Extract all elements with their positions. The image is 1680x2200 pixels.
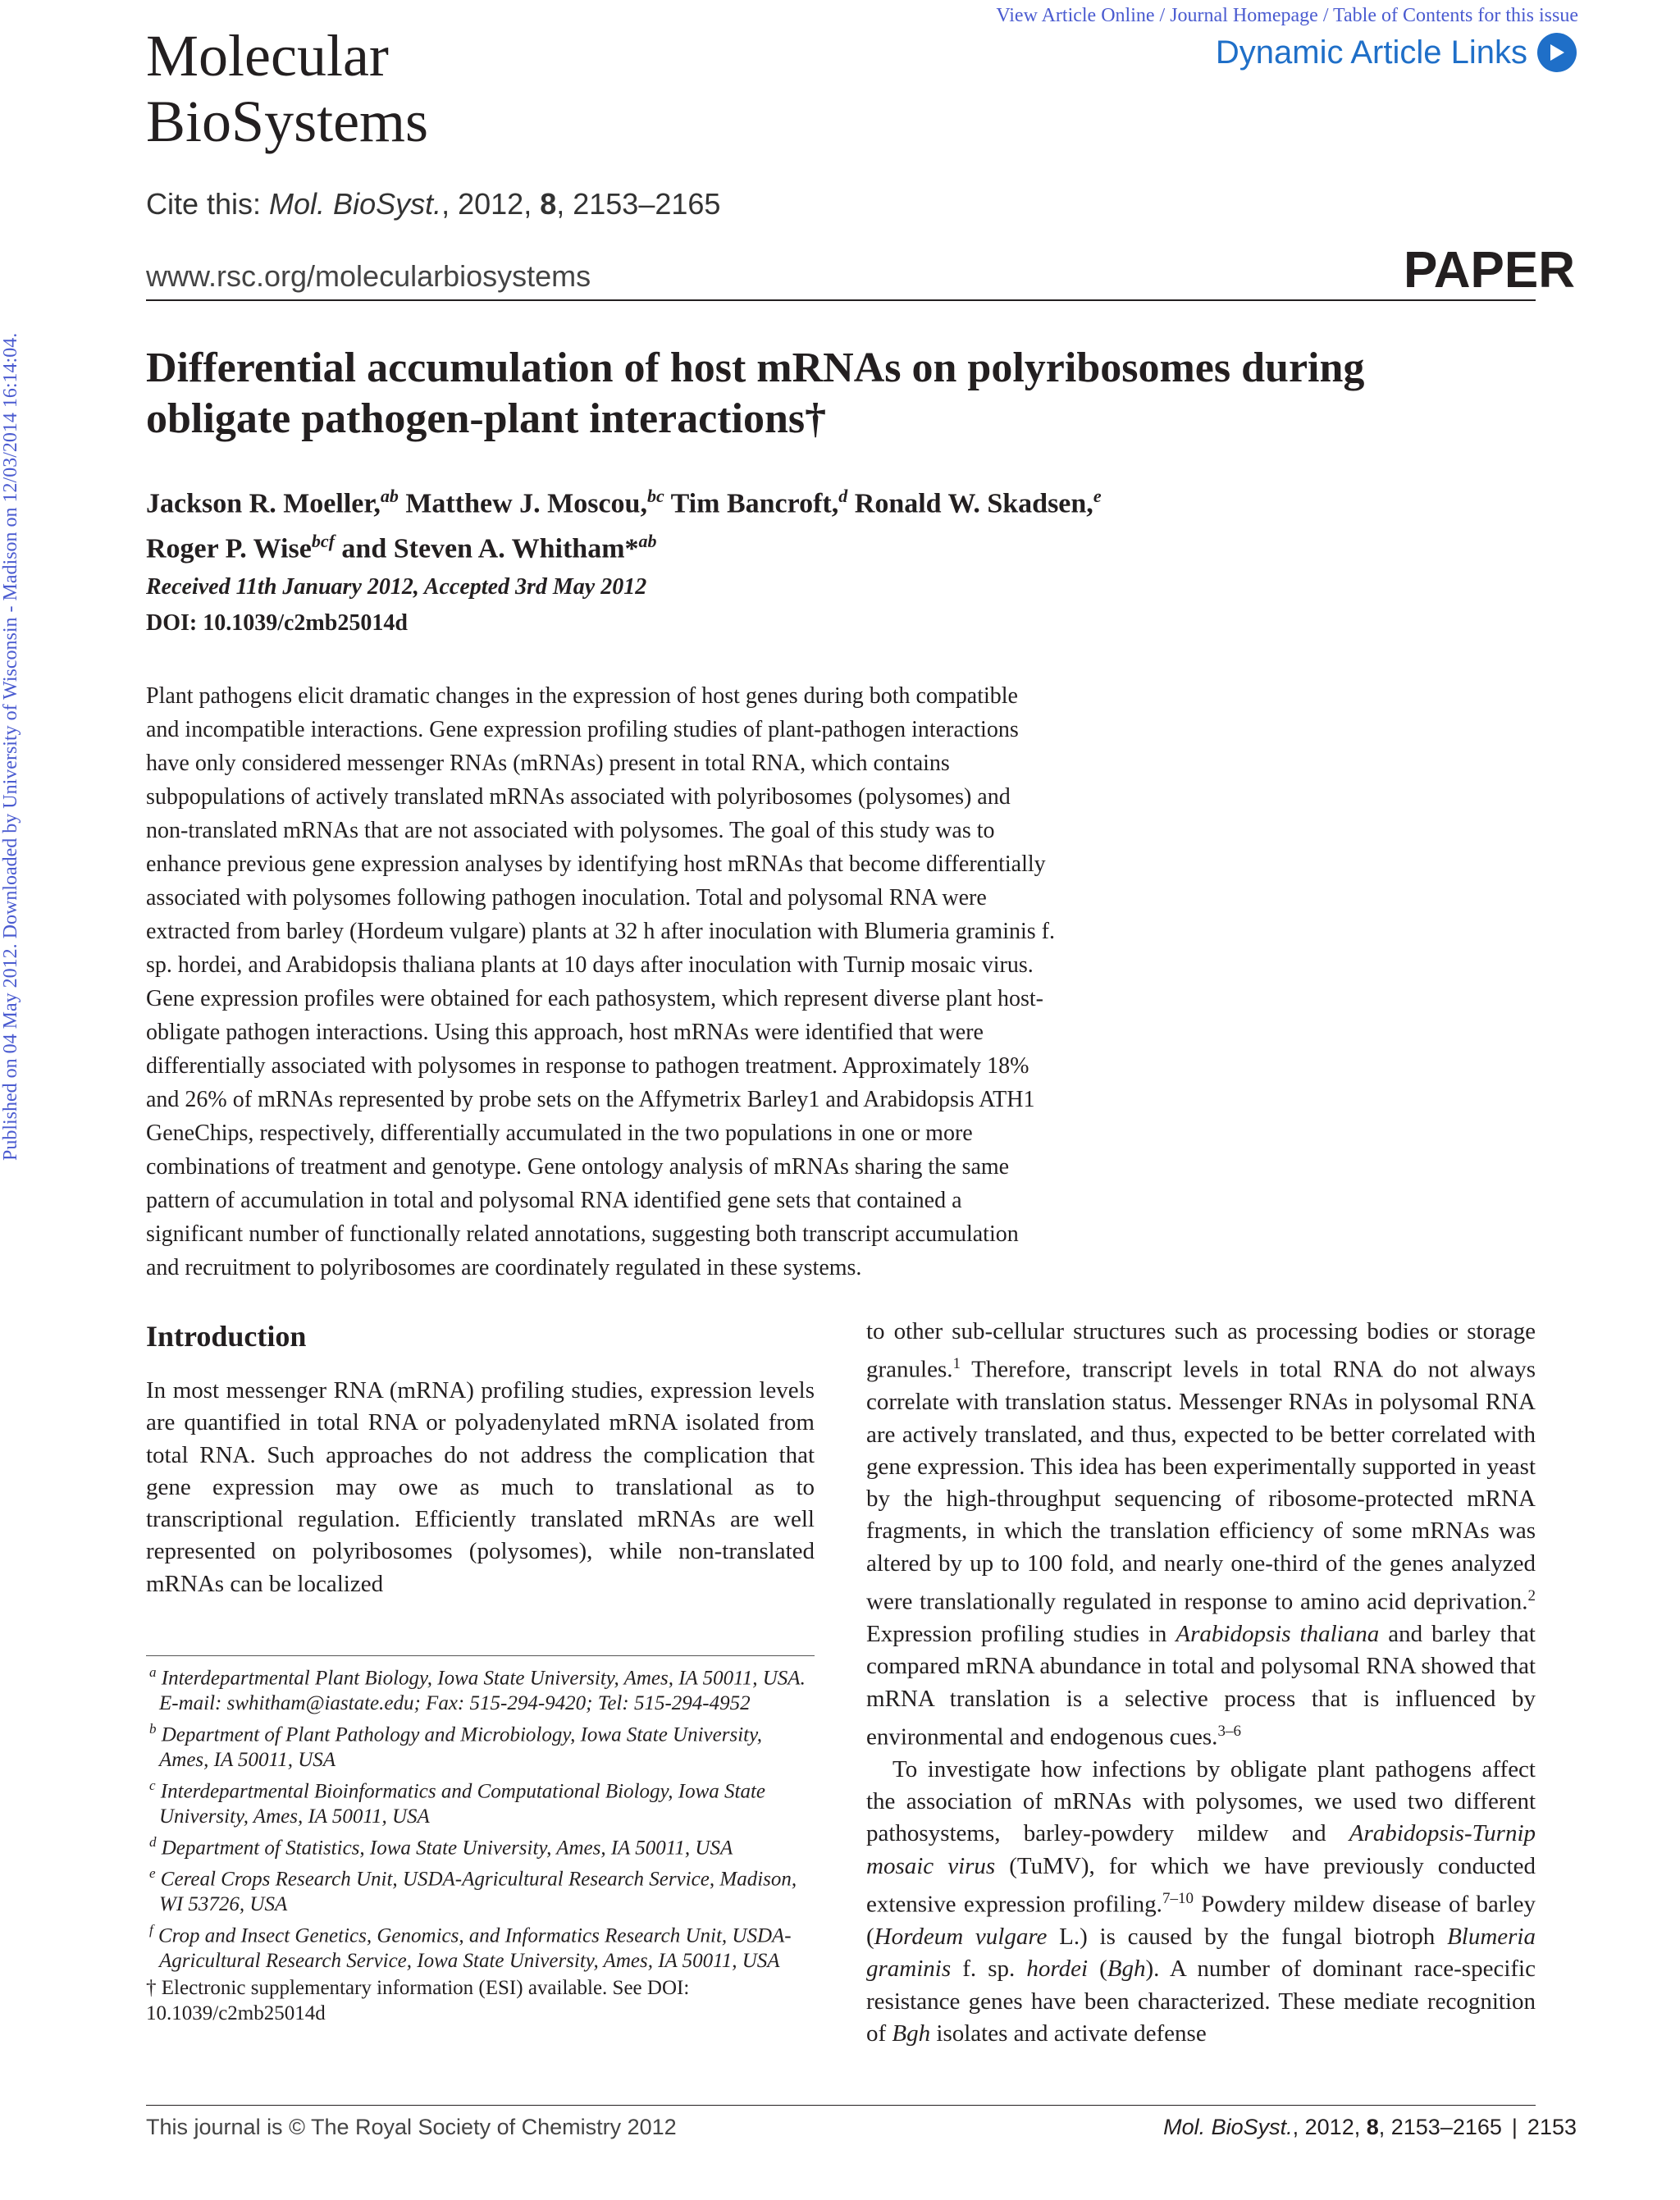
doi[interactable]: DOI: 10.1039/c2mb25014d xyxy=(146,610,408,636)
play-icon xyxy=(1537,33,1577,72)
abstract-line: non-translated mRNAs that are not associated with polysomes. The goal of this study was to xyxy=(146,818,995,843)
abstract-line: and 26% of mRNAs represented by probe sets on the Affymetrix Barley1 and Arabidopsis ATH1 xyxy=(146,1087,1035,1112)
abstract-line: combinations of treatment and genotype. Gene ontology analysis of mRNAs sharing the same xyxy=(146,1154,1010,1180)
affiliation-footnote: $^a$ Interdepartmental Plant Biology, Iowa State University, Ames, IA 50011, USA. E-mail: swhitham@iastate.edu; Fax: 515-294-9420; Tel: 515-294-4952 xyxy=(149,1664,806,1715)
table-of-contents-link[interactable]: Table of Contents for this issue xyxy=(1333,5,1578,26)
abstract-line: associated with polysomes following pathogen inoculation. Total and polysomal RNA were xyxy=(146,885,987,911)
body-text-left-column: In most messenger RNA (mRNA) profiling studies, expression levels are quantified in total RNA or polyadenylated mRNA isolated from total RNA. Such approaches do not address the complication that gene expression may owe as much to translational as to transcriptional regulation. Efficiently translated mRNAs are well represented on polyribosomes (polysomes), while non-translated mRNAs can be localized xyxy=(146,1377,815,1597)
journal-homepage-link[interactable]: Journal Homepage xyxy=(1170,5,1318,26)
abstract-line: and recruitment to polyribosomes are coordinately regulated in these systems. xyxy=(146,1255,862,1280)
abstract-line: pattern of accumulation in total and polysomal RNA identified gene sets that contained a xyxy=(146,1188,962,1213)
body-paragraph: to other sub-cellular structures such as processing bodies or storage granules.$^1$ Therefore, transcript levels in total RNA do not always correlate with translation status. Messenger RNAs in polysomal RNA are actively translated, and thus, expected to be better correlated with gene expression. This idea has been experimentally supported in yeast by the high-throughput sequencing of ribosome-protected mRNA fragments, in which the translation efficiency of some mRNAs was altered by up to 100 fold, and nearly one-third of the genes analyzed were translationally regulated in response to amino acid deprivation.$^2$ Expression profiling studies in Arabidopsis thaliana and barley that compared mRNA abundance in total and polysomal RNA showed that mRNA translation is a selective process that is influenced by environmental and endogenous cues.$^{3-6}$ xyxy=(866,1318,1536,1750)
citation-ref[interactable]: 7–10 xyxy=(1162,1890,1194,1908)
link-separator: / xyxy=(1317,5,1334,26)
author-line-2: Roger P. Wise$^{bcf}$ and Steven A. Whitham*$^{ab}$ xyxy=(146,531,657,564)
abstract-line: Gene expression profiles were obtained for each pathosystem, which represent diverse plant host- xyxy=(146,986,1043,1011)
abstract-line: extracted from barley (Hordeum vulgare) plants at 32 h after inoculation with Blumeria graminis f. xyxy=(146,919,1055,944)
abstract xyxy=(146,679,1229,1285)
dynamic-article-links-label: Dynamic Article Links xyxy=(1215,34,1527,71)
dynamic-article-links[interactable] xyxy=(1216,33,1577,72)
author-line-1: Jackson R. Moeller,$^{ab}$ Matthew J. Moscou,$^{bc}$ Tim Bancroft,$^d$ Ronald W. Skadsen,$^e$ xyxy=(146,486,1102,519)
journal-url[interactable]: www.rsc.org/molecularbiosystems xyxy=(146,259,591,293)
abstract-line: sp. hordei, and Arabidopsis thaliana plants at 10 days after inoculation with Turnip mosaic virus. xyxy=(146,952,1034,978)
abstract-line: Plant pathogens elicit dramatic changes in the expression of host genes during both compatible xyxy=(146,683,1018,709)
footnote-divider xyxy=(146,1655,815,1656)
author-list xyxy=(146,477,1541,568)
abstract-line: obligate pathogen interactions. Using this approach, host mRNAs were identified that were xyxy=(146,1020,984,1045)
abstract-line: enhance previous gene expression analyses by identifying host mRNAs that become differentially xyxy=(146,851,1046,877)
view-article-online-link[interactable]: View Article Online xyxy=(996,5,1155,26)
citation-ref[interactable]: 2 xyxy=(1527,1587,1536,1605)
journal-title-line1: Molecular xyxy=(146,23,389,89)
body-paragraph: To investigate how infections by obligate plant pathogens affect the association of mRNAs with polysomes, we used two different pathosystems, barley-powdery mildew and Arabidopsis-Turnip mosaic virus (TuMV), for which we have previously conducted extensive expression profiling.$^{7-10}$ Powdery mildew disease of barley (Hordeum vulgare L.) is caused by the fungal biotroph Blumeria graminis f. sp. hordei (Bgh). A number of dominant race-specific resistance genes have been characterized. These mediate recognition of Bgh isolates and activate defense xyxy=(866,1755,1536,2047)
affiliation-footnote: $^f$ Crop and Insect Genetics, Genomics, and Informatics Research Unit, USDA-Agricultural Research Service, Iowa State University, Ames, IA 50011, USA xyxy=(149,1921,792,1972)
citation-ref[interactable]: 1 xyxy=(952,1355,961,1373)
footer-divider xyxy=(146,2105,1536,2106)
citation-ref[interactable]: 3–6 xyxy=(1217,1722,1241,1740)
abstract-line: significant number of functionally related annotations, suggesting both transcript accumulation xyxy=(146,1221,1019,1247)
journal-title xyxy=(146,23,428,154)
page-number: 2153 xyxy=(1527,2115,1577,2139)
footer-citation: Mol. BioSyst., 2012, 8, 2153–2165 | 2153 xyxy=(1163,2115,1577,2139)
header-divider xyxy=(146,299,1536,301)
abstract-line: have only considered messenger RNAs (mRNAs) present in total RNA, which contains xyxy=(146,751,950,776)
article-title-line2: obligate pathogen-plant interactions† xyxy=(146,395,827,442)
abstract-line: subpopulations of actively translated mRNAs associated with polyribosomes (polysomes) and xyxy=(146,784,1011,810)
citation: Cite this: Mol. BioSyst., 2012, 8, 2153–2165 xyxy=(146,187,721,221)
article-links xyxy=(902,5,1578,27)
copyright-notice: This journal is © The Royal Society of Chemistry 2012 xyxy=(146,2115,677,2139)
link-separator: / xyxy=(1154,5,1171,26)
affiliation-footnote: $^d$ Department of Statistics, Iowa State University, Ames, IA 50011, USA xyxy=(149,1833,733,1860)
body-text-right-column xyxy=(866,1316,1536,2050)
article-title-line1: Differential accumulation of host mRNAs on polyribosomes during xyxy=(146,345,1365,391)
abstract-line: and incompatible interactions. Gene expression profiling studies of plant-pathogen interactions xyxy=(146,717,1019,742)
affiliation-footnote: $^e$ Cereal Crops Research Unit, USDA-Agricultural Research Service, Madison, WI 53726, USA xyxy=(149,1865,797,1916)
download-notice: Published on 04 May 2012. Downloaded by University of Wisconsin - Madison on 12/03/2014 16:14:04. xyxy=(0,332,21,1161)
section-heading-introduction: Introduction xyxy=(146,1320,307,1353)
article-type-label: PAPER xyxy=(1403,242,1575,299)
esi-note: † Electronic supplementary information (ESI) available. See DOI: 10.1039/c2mb25014d xyxy=(146,1976,690,2024)
received-dates: Received 11th January 2012, Accepted 3rd May 2012 xyxy=(146,574,647,600)
abstract-line: differentially associated with polysomes in response to pathogen treatment. Approximately 18% xyxy=(146,1053,1029,1079)
affiliation-footnotes xyxy=(146,1660,815,2026)
article-title xyxy=(146,343,1541,445)
journal-title-line2: BioSystems xyxy=(146,89,429,154)
affiliation-footnote: $^c$ Interdepartmental Bioinformatics and Computational Biology, Iowa State University, Ames, IA 50011, USA xyxy=(149,1777,766,1828)
affiliation-footnote: $^b$ Department of Plant Pathology and Microbiology, Iowa State University, Ames, IA 50011, USA xyxy=(149,1720,763,1772)
abstract-line: GeneChips, respectively, differentially accumulated in the two populations in one or more xyxy=(146,1121,973,1146)
